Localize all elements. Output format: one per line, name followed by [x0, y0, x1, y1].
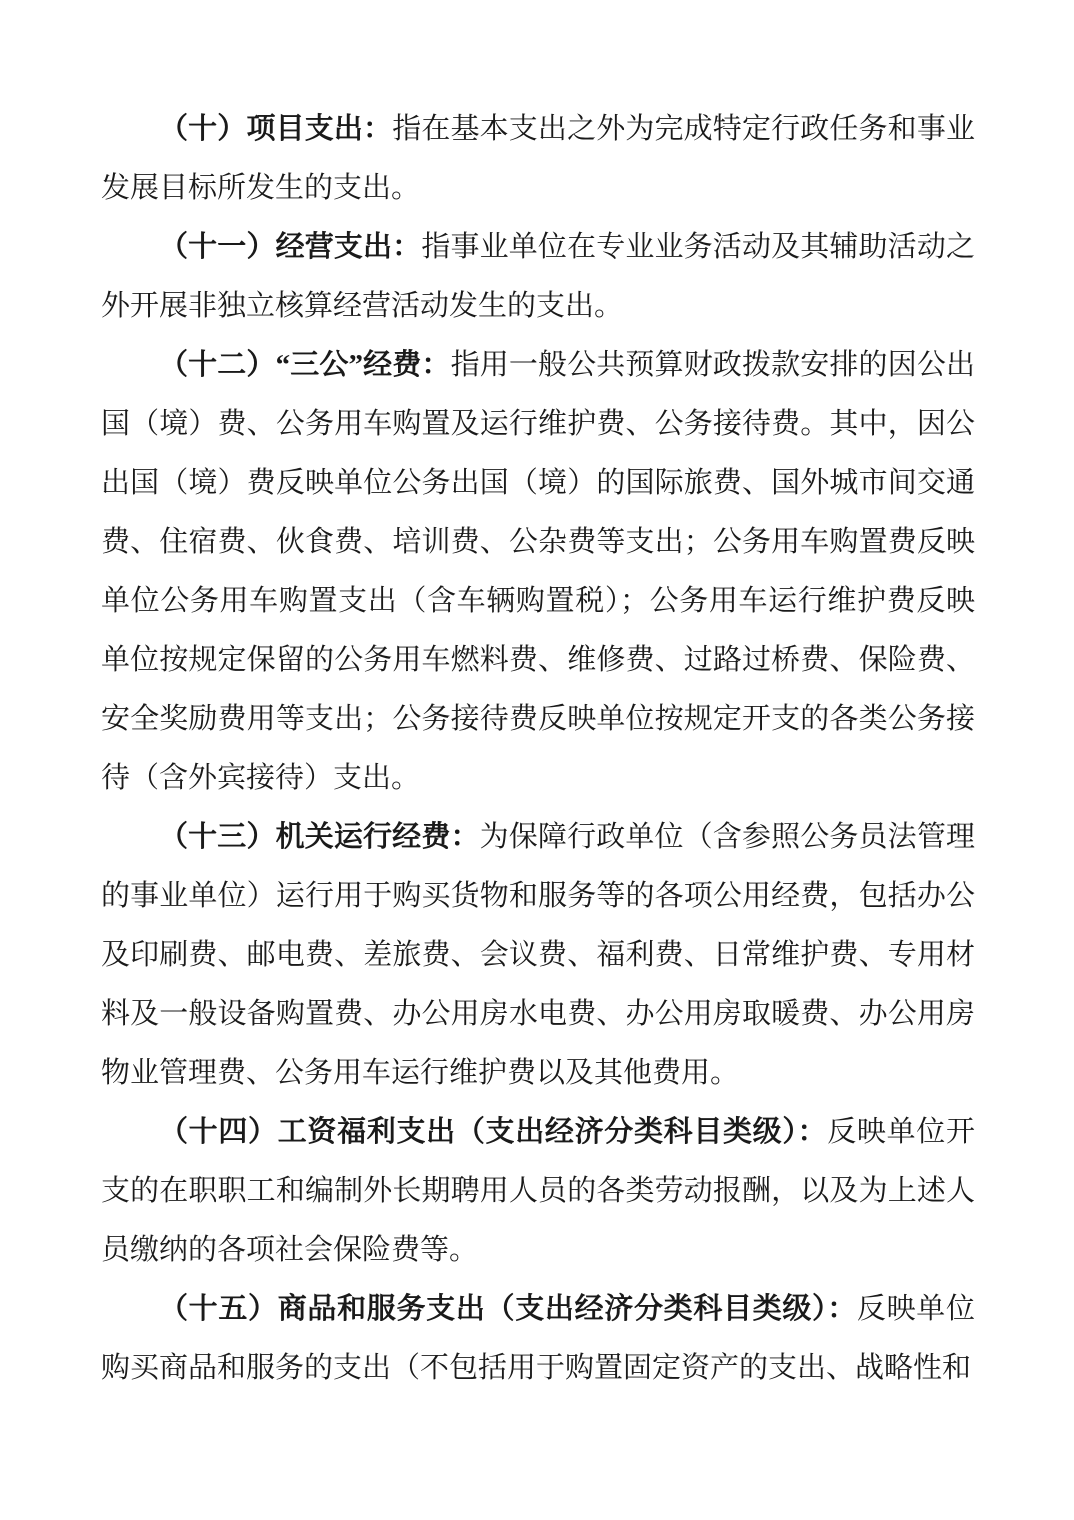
paragraph-body-13: 为保障行政单位（含参照公务员法管理的事业单位）运行用于购买货物和服务等的各项公用经费，包括办公及印刷费、邮电费、差旅费、会议费、福利费、日常维护费、专用材料及一般设备购置费、办公用房水电费、办公用房取暖费、办公用房物业管理费、公务用车运行维护费以及其他费用。	[101, 821, 975, 1089]
paragraph-heading-15: （十五）商品和服务支出（支出经济分类科目类级）：	[159, 1293, 857, 1325]
paragraph-body-10: 指在基本支出之外为完成特定行政任务和事业发展目标所发生的支出。	[101, 113, 975, 204]
paragraph-heading-14: （十四）工资福利支出（支出经济分类科目类级）：	[159, 1116, 828, 1148]
paragraph-body-11: 指事业单位在专业业务活动及其辅助活动之外开展非独立核算经营活动发生的支出。	[101, 231, 975, 322]
paragraph-item-13	[101, 808, 975, 1103]
paragraph-body-14: 反映单位开支的在职职工和编制外长期聘用人员的各类劳动报酬，以及为上述人员缴纳的各项社会保险费等。	[101, 1116, 975, 1266]
paragraph-item-12	[101, 336, 975, 808]
paragraph-heading-12: （十二）“三公”经费：	[159, 349, 451, 381]
paragraph-heading-11: （十一）经营支出：	[159, 231, 422, 263]
paragraph-item-11	[101, 218, 975, 336]
paragraph-body-15: 反映单位购买商品和服务的支出（不包括用于购置固定资产的支出、战略性和	[101, 1293, 975, 1384]
paragraph-body-12: 指用一般公共预算财政拨款安排的因公出国（境）费、公务用车购置及运行维护费、公务接待费。其中，因公出国（境）费反映单位公务出国（境）的国际旅费、国外城市间交通费、住宿费、伙食费、培训费、公杂费等支出；公务用车购置费反映单位公务用车购置支出（含车辆购置税）；公务用车运行维护费反映单位按规定保留的公务用车燃料费、维修费、过路过桥费、保险费、安全奖励费用等支出；公务接待费反映单位按规定开支的各类公务接待（含外宾接待）支出。	[101, 349, 975, 794]
paragraph-item-15	[101, 1280, 975, 1398]
paragraph-heading-10: （十）项目支出：	[159, 113, 393, 145]
paragraph-heading-13: （十三）机关运行经费：	[159, 821, 480, 853]
paragraph-item-14	[101, 1103, 975, 1280]
paragraph-item-10	[101, 100, 975, 218]
